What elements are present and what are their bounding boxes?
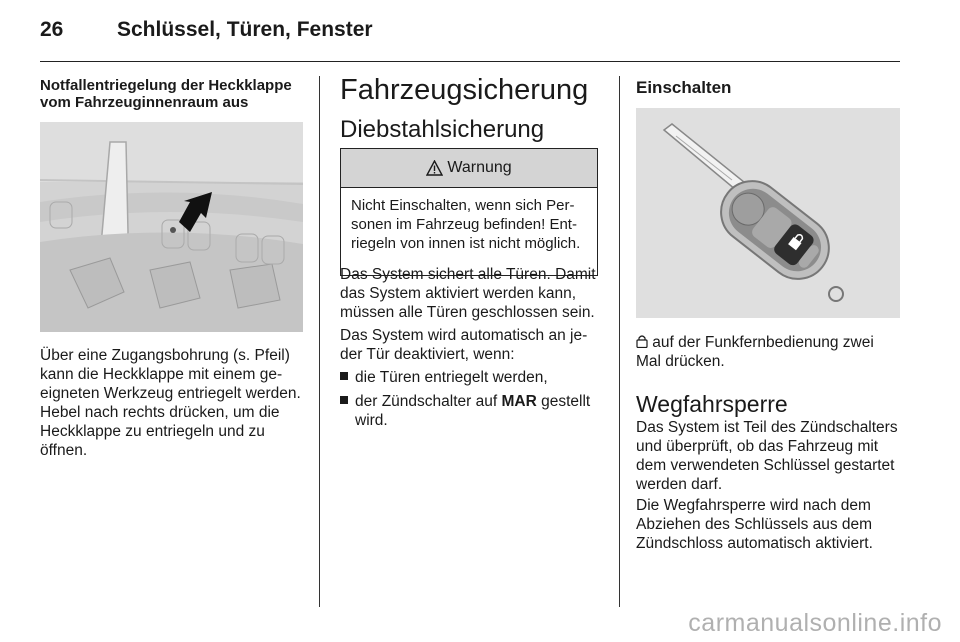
list-item-bold: MAR: [501, 393, 537, 410]
header-rule: [40, 61, 900, 62]
list-item-text: der Zündschalter auf: [355, 393, 502, 410]
rear-hatch-interior-illustration: [40, 122, 303, 332]
warning-title: Warnung: [447, 159, 512, 176]
body-text: auf der Funkfernbedienung zwei Mal drücken.: [636, 334, 874, 370]
body-paragraph: Das System ist Teil des Zündschalters und überprüft, ob das Fahrzeug mit dem verwendeten Schlüssel gestartet werden darf.: [636, 419, 898, 493]
warning-text: Nicht Einschalten, wenn sich Personen im Fahrzeug befinden! Entriegeln von innen ist nicht möglich.: [351, 197, 581, 252]
section-heading: Fahrzeugsicherung: [340, 74, 589, 106]
list-item-text: gestellt: [536, 393, 591, 410]
warning-triangle-icon: [426, 160, 443, 176]
list-item-text: wird.: [355, 412, 388, 429]
body-paragraph: Die Wegfahrsperre wird nach dem Abziehen des Schlüssels aus dem Zündschloss automatisch aktiviert.: [636, 497, 873, 552]
body-paragraph: Das System wird automatisch an jeder Tür deaktiviert, wenn:: [340, 327, 588, 363]
section-subheading: Notfallentriegelung der Heckklappe vom Fahrzeuginnenraum aus: [40, 77, 292, 111]
column-divider: [319, 76, 320, 607]
body-paragraph: [636, 333, 900, 371]
bullet-square-icon: [340, 396, 348, 404]
warning-header: [341, 149, 597, 188]
list-item: [340, 392, 604, 430]
page-number: 26: [40, 18, 64, 41]
subsection-heading: Wegfahrsperre: [636, 391, 788, 417]
subsection-heading: Einschalten: [636, 78, 732, 97]
list-item: [340, 368, 604, 387]
list-item-text: die Türen entriegelt werden,: [355, 369, 548, 386]
bullet-square-icon: [340, 372, 348, 380]
watermark: carmanualsonline.info: [688, 609, 942, 637]
running-title: Schlüssel, Türen, Fenster: [117, 18, 373, 41]
subsection-heading: Diebstahlsicherung: [340, 116, 545, 143]
remote-key-fob-illustration: [636, 108, 900, 318]
warning-box: [340, 148, 598, 276]
body-paragraph: Über eine Zugangsbohrung (s. Pfeil) kann die Heckklappe mit einem geeigneten Werkzeug entriegelt werden. Hebel nach rechts drücken, um die Heckklappe zu entriegeln und zu öffnen.: [40, 347, 301, 459]
column-divider: [619, 76, 620, 607]
rear-hatch-interior-arrow-illustration: [40, 122, 303, 332]
body-paragraph: Das System sichert alle Türen. Damit das System aktiviert werden kann, müssen alle Türen geschlossen sein.: [340, 266, 596, 321]
lock-icon: [636, 334, 648, 348]
key-fob-illustration: [636, 108, 900, 318]
